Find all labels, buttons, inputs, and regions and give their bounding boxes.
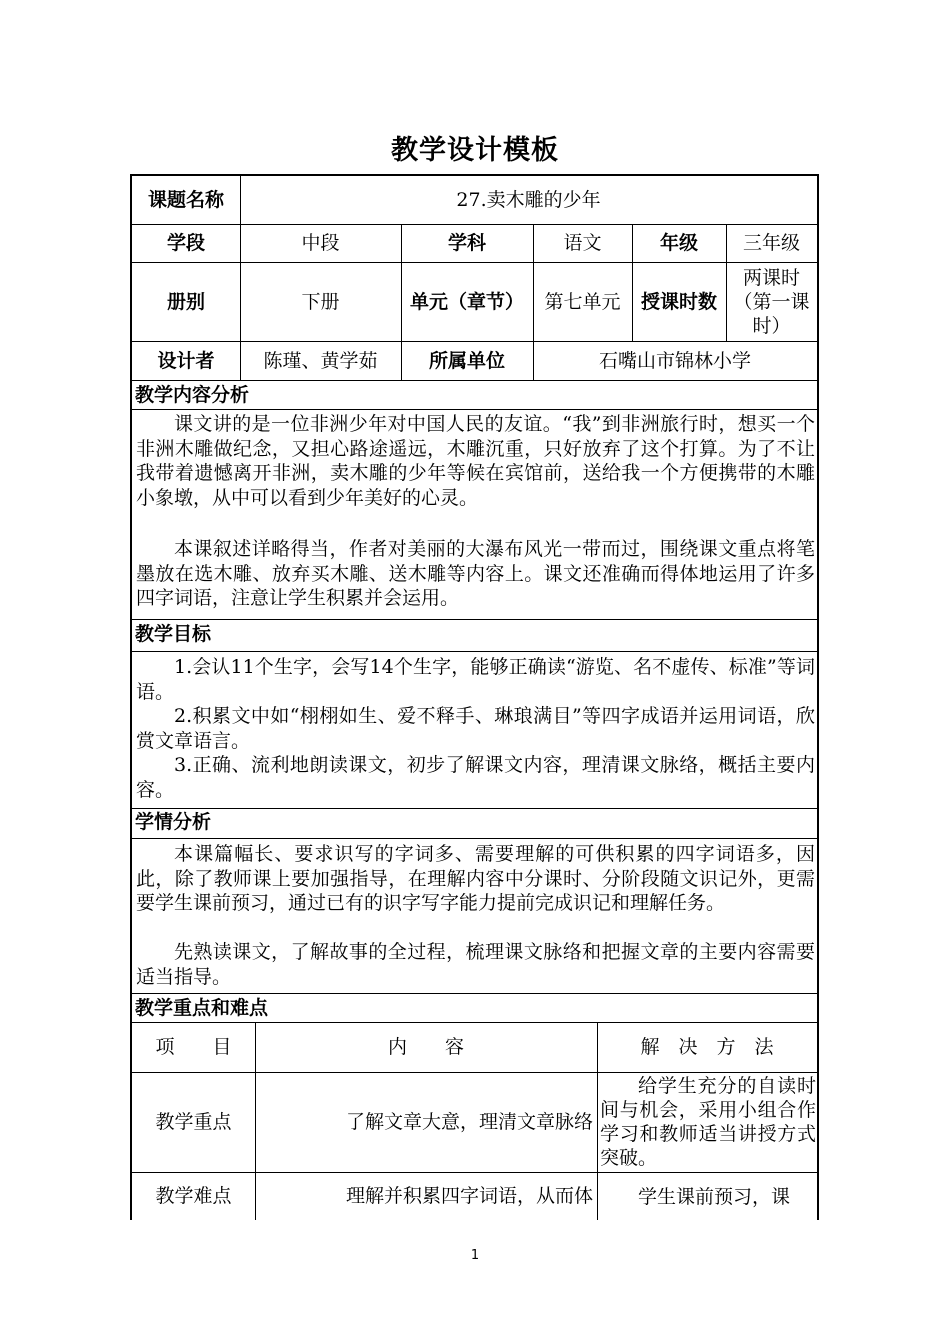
key-points-heading: 教学重点和难点 [135, 997, 269, 1019]
learner-analysis-paragraph: 先熟读课文，了解故事的全过程，梳理课文脉络和把握文章的主要内容需要适当指导。 [136, 941, 815, 988]
volume-label: 册别 [166, 290, 205, 313]
designer-label: 设计者 [157, 349, 215, 372]
difficulty-method: 学生课前预习，课 [638, 1186, 791, 1208]
learner-analysis-heading: 学情分析 [135, 811, 212, 833]
document-title: 教学设计模板 [391, 135, 559, 166]
col-method-header: 解 决 方 法 [640, 1036, 774, 1058]
designer-value: 陈瑾、黄学茹 [263, 349, 378, 372]
difficulty-item: 教学难点 [155, 1185, 232, 1207]
objective-item: 3.正确、流利地朗读课文，初步了解课文内容，理清课文脉络，概括主要内容。 [136, 754, 815, 801]
org-value: 石嘴山市锦林小学 [598, 349, 751, 372]
row-divider [132, 808, 819, 809]
content-analysis-paragraph: 课文讲的是一位非洲少年对中国人民的友谊。“我”到非洲旅行时，想买一个非洲木雕做纪念，又担心路途遥远，木雕沉重，只好放弃了这个打算。为了不让我带着遗憾离开非洲，卖木雕的少年等候在宾馆前，送给我一个方便携带的木雕小象墩，从中可以看到少年美好的心灵。 [136, 413, 815, 509]
unit-label: 单元（章节） [409, 290, 524, 313]
objective-item: 1.会认11个生字，会写14个生字，能够正确读“游览、名不虚传、标准”等词语。 [136, 656, 815, 703]
hours-label: 授课时数 [640, 290, 717, 313]
objective-item: 2.积累文中如“栩栩如生、爱不释手、琳琅满目”等四字成语并运用词语，欣赏文章语言。 [136, 705, 815, 752]
row-divider [132, 380, 819, 381]
row-divider [132, 651, 819, 652]
page-number: 1 [470, 1248, 480, 1263]
topic-label: 课题名称 [147, 189, 224, 211]
hours-value [726, 262, 817, 341]
row-divider [132, 838, 819, 839]
col-item-header: 项 目 [155, 1036, 232, 1058]
key-point-method: 给学生充分的自读时间与机会，采用小组合作学习和教师适当讲授方式突破。 [600, 1075, 816, 1169]
subject-label: 学科 [447, 232, 486, 254]
learner-analysis-paragraph: 本课篇幅长、要求识写的字词多、需要理解的可供积累的四字词语多，因此，除了教师课上要加强指导，在理解内容中分课时、分阶段随文识记外，更需要学生课前预习，通过已有的识字写字能力提前完成识记和理解任务。 [136, 843, 815, 914]
objectives-heading: 教学目标 [135, 623, 212, 645]
lesson-plan-table [130, 174, 819, 1220]
volume-value: 下册 [301, 290, 340, 313]
key-point-content: 了解文章大意，理清文章脉络 [345, 1111, 593, 1133]
topic-value: 27.卖木雕的少年 [456, 189, 601, 211]
hours-value-line: 两课时 [742, 266, 800, 289]
org-label: 所属单位 [428, 349, 505, 372]
stage-value: 中段 [301, 232, 340, 254]
content-analysis-heading: 教学内容分析 [135, 384, 250, 406]
row-divider [132, 409, 819, 410]
unit-value: 第七单元 [544, 290, 621, 313]
grade-value: 三年级 [742, 232, 800, 254]
subject-value: 语文 [563, 232, 602, 254]
row-divider [132, 619, 819, 620]
key-point-item: 教学重点 [155, 1111, 232, 1133]
content-analysis-paragraph: 本课叙述详略得当，作者对美丽的大瀑布风光一带而过，围绕课文重点将笔墨放在选木雕、放弃买木雕、送木雕等内容上。课文还准确而得体地运用了许多四字词语，注意让学生积累并会运用。 [136, 538, 815, 609]
grade-label: 年级 [659, 232, 698, 254]
hours-value-line: 时） [752, 314, 791, 337]
row-divider [132, 993, 819, 994]
hours-value-line: （第一课 [733, 290, 810, 313]
difficulty-content: 理解并积累四字词语，从而体 [345, 1185, 593, 1207]
stage-label: 学段 [166, 232, 205, 254]
col-content-header: 内 容 [387, 1036, 464, 1058]
